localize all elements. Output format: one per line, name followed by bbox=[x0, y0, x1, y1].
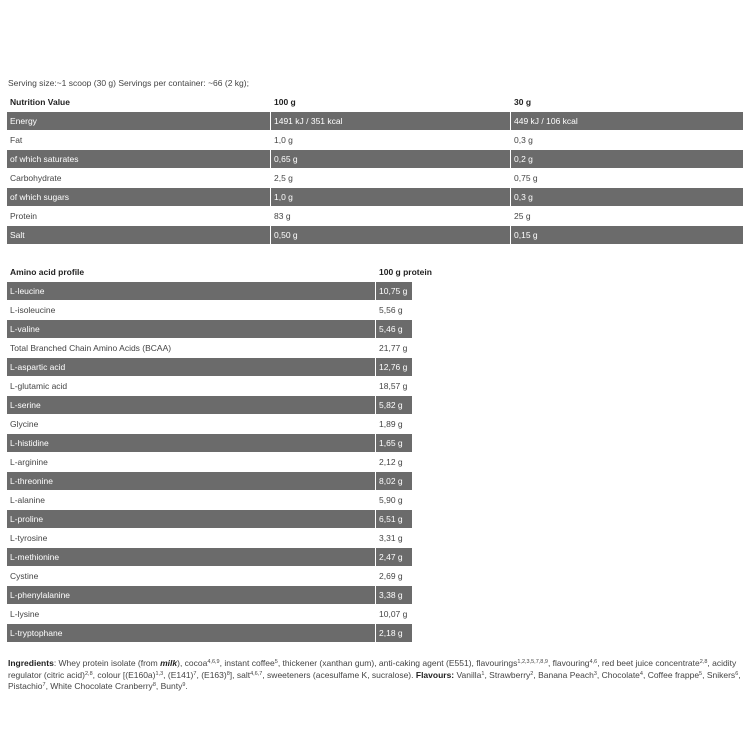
amino-row-label: L-leucine bbox=[7, 282, 376, 301]
amino-header-cell: 100 g protein bbox=[376, 263, 413, 282]
amino-row-label: L-aspartic acid bbox=[7, 358, 376, 377]
nutrition-row-value: 25 g bbox=[511, 207, 744, 226]
nutrition-row-label: Fat bbox=[7, 131, 271, 150]
ingredients-fragment: , red beet juice concentrate bbox=[597, 658, 700, 668]
nutrition-row-value: 0,75 g bbox=[511, 169, 744, 188]
amino-row-value: 2,12 g bbox=[376, 453, 413, 472]
amino-row bbox=[7, 377, 413, 396]
ingredients-fragment: , (E163) bbox=[196, 669, 227, 680]
nutrition-row-value: 1,0 g bbox=[271, 188, 511, 207]
amino-row-value: 1,89 g bbox=[376, 415, 413, 434]
amino-row-label: Cystine bbox=[7, 567, 376, 586]
flavour-ref: 4,6,9 bbox=[207, 659, 220, 665]
amino-row bbox=[7, 567, 413, 586]
flavour-ref: 6 bbox=[735, 670, 739, 677]
nutrition-row-value: 1491 kJ / 351 kcal bbox=[271, 112, 511, 131]
ingredients-fragment: . bbox=[185, 681, 188, 691]
ingredients-fragment: , (E141) bbox=[163, 669, 194, 680]
amino-row bbox=[7, 415, 413, 434]
ingredients-fragment: , acidity regulator (citric acid) bbox=[8, 658, 737, 680]
amino-row-label: L-lysine bbox=[7, 605, 376, 624]
flavour-ref: 7 bbox=[193, 670, 197, 677]
amino-row-value: 2,47 g bbox=[376, 548, 413, 567]
amino-row bbox=[7, 282, 413, 301]
flavour-ref: 4,6 bbox=[589, 659, 598, 665]
ingredients-text bbox=[8, 658, 743, 693]
ingredients-fragment: , instant coffee bbox=[219, 658, 275, 668]
allergen-milk: milk bbox=[160, 658, 178, 668]
amino-row-value: 1,65 g bbox=[376, 434, 413, 453]
amino-row-value: 5,82 g bbox=[376, 396, 413, 415]
amino-row bbox=[7, 339, 413, 358]
nutrition-row-value: 0,65 g bbox=[271, 150, 511, 169]
flavour-ref: 2,8 bbox=[699, 659, 708, 665]
amino-row bbox=[7, 396, 413, 415]
amino-row-label: L-histidine bbox=[7, 434, 376, 453]
nutrition-header-cell: 100 g bbox=[271, 93, 511, 112]
ingredients-fragment: , flavouring bbox=[547, 658, 590, 668]
flavour-name: , Chocolate bbox=[596, 669, 640, 680]
flavour-ref: 8 bbox=[226, 670, 230, 677]
amino-row-label: L-threonine bbox=[7, 472, 376, 491]
flavour-ref: 2,8 bbox=[85, 670, 93, 677]
flavour-name: , Banana Peach bbox=[533, 669, 594, 680]
nutrition-row-label: of which sugars bbox=[7, 188, 271, 207]
nutrition-row-label: Carbohydrate bbox=[7, 169, 271, 188]
flavour-name: , Coffee frappe bbox=[642, 669, 700, 680]
ingredients-fragment: ), cocoa bbox=[177, 658, 208, 668]
nutrition-header-cell: 30 g bbox=[511, 93, 744, 112]
nutrition-row-label: Protein bbox=[7, 207, 271, 226]
flavour-ref: 4 bbox=[639, 670, 643, 677]
amino-row-value: 5,46 g bbox=[376, 320, 413, 339]
amino-row-label: L-isoleucine bbox=[7, 301, 376, 320]
amino-row-label: L-phenylalanine bbox=[7, 586, 376, 605]
amino-row-value: 18,57 g bbox=[376, 377, 413, 396]
nutrition-row-label: of which saturates bbox=[7, 150, 271, 169]
flavour-ref: 1,2,3,5,7,8,9 bbox=[517, 659, 548, 665]
amino-row bbox=[7, 453, 413, 472]
amino-row-value: 2,18 g bbox=[376, 624, 413, 643]
serving-info: Serving size:~1 scoop (30 g) Servings per container: ~66 (2 kg); bbox=[8, 78, 249, 88]
nutrition-row-value: 0,50 g bbox=[271, 226, 511, 245]
flavour-ref: 5 bbox=[699, 670, 703, 677]
flavour-name: , Bunty bbox=[155, 681, 183, 691]
flavour-ref: 2 bbox=[530, 670, 534, 677]
amino-row-value: 5,90 g bbox=[376, 491, 413, 510]
amino-row bbox=[7, 434, 413, 453]
amino-row bbox=[7, 529, 413, 548]
amino-row bbox=[7, 548, 413, 567]
nutrition-row bbox=[7, 169, 744, 188]
nutrition-row-value: 83 g bbox=[271, 207, 511, 226]
ingredients-label: Ingredients bbox=[8, 658, 54, 668]
nutrition-row-value: 0,3 g bbox=[511, 131, 744, 150]
amino-row-value: 8,02 g bbox=[376, 472, 413, 491]
amino-header-cell: Amino acid profile bbox=[7, 263, 376, 282]
ingredients-fragment: : Whey protein isolate (from bbox=[53, 658, 161, 668]
amino-row bbox=[7, 605, 413, 624]
flavour-ref: 8 bbox=[152, 682, 156, 688]
nutrition-row bbox=[7, 207, 744, 226]
amino-row-value: 6,51 g bbox=[376, 510, 413, 529]
amino-row-value: 3,31 g bbox=[376, 529, 413, 548]
nutrition-row-value: 449 kJ / 106 kcal bbox=[511, 112, 744, 131]
amino-row bbox=[7, 624, 413, 643]
nutrition-header-cell: Nutrition Value bbox=[7, 93, 271, 112]
flavour-name: , White Chocolate Cranberry bbox=[45, 681, 153, 691]
amino-row-label: Total Branched Chain Amino Acids (BCAA) bbox=[7, 339, 376, 358]
amino-row bbox=[7, 358, 413, 377]
amino-acid-table bbox=[6, 262, 432, 643]
amino-row-value: 10,75 g bbox=[376, 282, 413, 301]
amino-row-value: 2,69 g bbox=[376, 567, 413, 586]
ingredients-fragment: , thickener (xanthan gum), anti-caking agent (E551), flavourings bbox=[277, 658, 518, 668]
amino-row-value: 21,77 g bbox=[376, 339, 413, 358]
amino-row-value: 3,38 g bbox=[376, 586, 413, 605]
amino-row bbox=[7, 510, 413, 529]
amino-header-row bbox=[7, 263, 413, 282]
nutrition-table bbox=[6, 92, 744, 245]
flavour-name: , Strawberry bbox=[484, 669, 531, 680]
nutrition-row-value: 0,2 g bbox=[511, 150, 744, 169]
flavour-ref: 1,3 bbox=[155, 670, 164, 677]
nutrition-row-value: 2,5 g bbox=[271, 169, 511, 188]
ingredients-fragment: , sweeteners (acesulfame K, sucralose). bbox=[262, 669, 416, 680]
flavour-ref: 1 bbox=[481, 670, 485, 677]
amino-row bbox=[7, 491, 413, 510]
flavour-name: Vanilla bbox=[454, 669, 482, 680]
amino-row bbox=[7, 320, 413, 339]
amino-row-label: L-proline bbox=[7, 510, 376, 529]
nutrition-row bbox=[7, 150, 744, 169]
nutrition-row-label: Energy bbox=[7, 112, 271, 131]
amino-row-label: L-tyrosine bbox=[7, 529, 376, 548]
amino-row-label: L-serine bbox=[7, 396, 376, 415]
flavour-ref: 3 bbox=[593, 670, 597, 677]
amino-row-value: 5,56 g bbox=[376, 301, 413, 320]
amino-row-label: Glycine bbox=[7, 415, 376, 434]
ingredients-fragment: , colour [(E160a) bbox=[92, 669, 156, 680]
flavour-name: , Snikers bbox=[702, 669, 736, 680]
amino-row-label: L-tryptophane bbox=[7, 624, 376, 643]
nutrition-row bbox=[7, 226, 744, 245]
amino-row-value: 12,76 g bbox=[376, 358, 413, 377]
amino-row bbox=[7, 472, 413, 491]
amino-row-label: L-alanine bbox=[7, 491, 376, 510]
nutrition-row-value: 0,15 g bbox=[511, 226, 744, 245]
amino-row-value: 10,07 g bbox=[376, 605, 413, 624]
amino-row bbox=[7, 301, 413, 320]
flavour-ref: 4,6,7 bbox=[250, 670, 263, 677]
flavour-ref: 9 bbox=[182, 682, 186, 688]
flavour-ref: 7 bbox=[42, 682, 46, 688]
ingredients-fragment: ], salt bbox=[229, 669, 251, 680]
flavours-label: Flavours: bbox=[415, 669, 455, 680]
amino-row-label: L-methionine bbox=[7, 548, 376, 567]
flavour-name: , Pistachio bbox=[8, 669, 741, 691]
nutrition-row-label: Salt bbox=[7, 226, 271, 245]
nutrition-row bbox=[7, 112, 744, 131]
amino-row-label: L-glutamic acid bbox=[7, 377, 376, 396]
flavour-ref: 5 bbox=[274, 659, 278, 665]
nutrition-row-value: 0,3 g bbox=[511, 188, 744, 207]
amino-row-label: L-arginine bbox=[7, 453, 376, 472]
amino-row-label: L-valine bbox=[7, 320, 376, 339]
nutrition-row bbox=[7, 131, 744, 150]
amino-row bbox=[7, 586, 413, 605]
nutrition-row bbox=[7, 188, 744, 207]
nutrition-header-row bbox=[7, 93, 744, 112]
nutrition-row-value: 1,0 g bbox=[271, 131, 511, 150]
